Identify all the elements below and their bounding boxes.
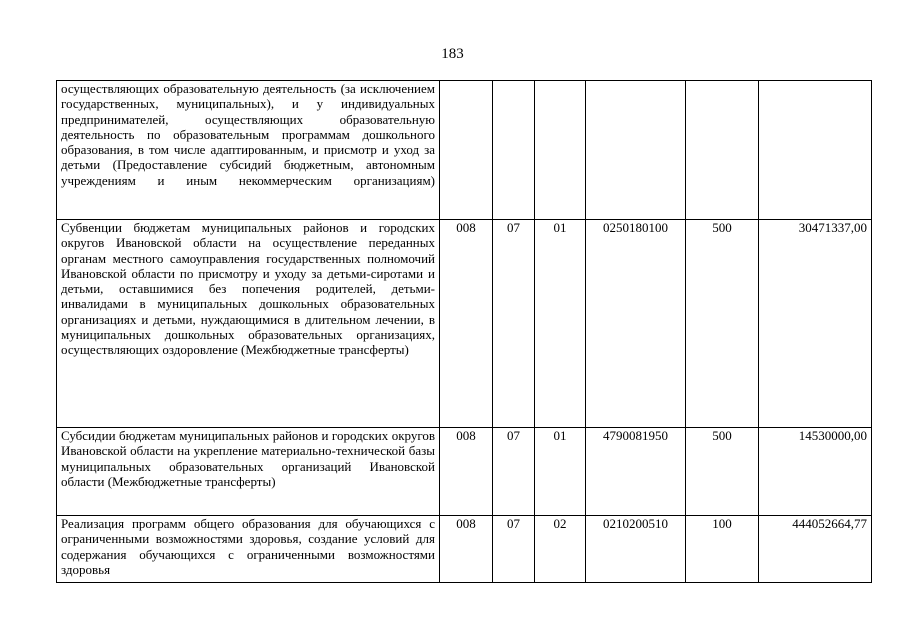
table-row <box>57 428 872 516</box>
subsection-code-cell: 01 <box>535 428 586 516</box>
budget-table <box>56 80 872 583</box>
target-article-cell: 0210200510 <box>586 516 686 583</box>
row-description: Реализация программ общего образования для обучающихся с ограниченными возможностями здоровья, создание условий для содержания обучающихся с ограниченными возможностями здоровья <box>57 516 440 583</box>
row-description: осуществляющих образовательную деятельность (за исключением государственных, муниципальных), и у индивидуальных предпринимателей, осуществляющих образовательную деятельность по образовательным программам дошкольного образования, в том числе адаптированным, и присмотр и уход за детьми (Предоставление субсидий бюджетным, автономным учреждениям и иным некоммерческим организациям) <box>57 81 440 220</box>
target-article-cell: 4790081950 <box>586 428 686 516</box>
table-row <box>57 516 872 583</box>
section-code-cell: 07 <box>493 428 535 516</box>
amount-cell <box>759 81 872 220</box>
section-code-cell: 07 <box>493 516 535 583</box>
ministry-code-cell: 008 <box>440 220 493 428</box>
ministry-code-cell: 008 <box>440 428 493 516</box>
subsection-code-cell <box>535 81 586 220</box>
expense-type-cell: 500 <box>686 428 759 516</box>
ministry-code-cell <box>440 81 493 220</box>
amount-cell: 30471337,00 <box>759 220 872 428</box>
target-article-cell <box>586 81 686 220</box>
subsection-code-cell: 02 <box>535 516 586 583</box>
expense-type-cell <box>686 81 759 220</box>
subsection-code-cell: 01 <box>535 220 586 428</box>
expense-type-cell: 500 <box>686 220 759 428</box>
section-code-cell: 07 <box>493 220 535 428</box>
ministry-code-cell: 008 <box>440 516 493 583</box>
row-description: Субсидии бюджетам муниципальных районов и городских округов Ивановской области на укрепление материально-технической базы муниципальных образовательных организаций Ивановской области (Межбюджетные трансферты) <box>57 428 440 516</box>
table-row <box>57 220 872 428</box>
row-description: Субвенции бюджетам муниципальных районов и городских округов Ивановской области на осуществление переданных органам местного самоуправления государственных полномочий Ивановской области по присмотру и уходу за детьми-сиротами и детьми, оставшимися без попечения родителей, детьми-инвалидами в муниципальных дошкольных образовательных организациях и детьми, нуждающимися в длительном лечении, в муниципальных дошкольных образовательных организациях, осуществляющих оздоровление (Межбюджетные трансферты) <box>57 220 440 428</box>
expense-type-cell: 100 <box>686 516 759 583</box>
target-article-cell: 0250180100 <box>586 220 686 428</box>
table-row <box>57 81 872 220</box>
amount-cell: 14530000,00 <box>759 428 872 516</box>
page-number: 183 <box>441 46 464 62</box>
section-code-cell <box>493 81 535 220</box>
amount-cell: 444052664,77 <box>759 516 872 583</box>
